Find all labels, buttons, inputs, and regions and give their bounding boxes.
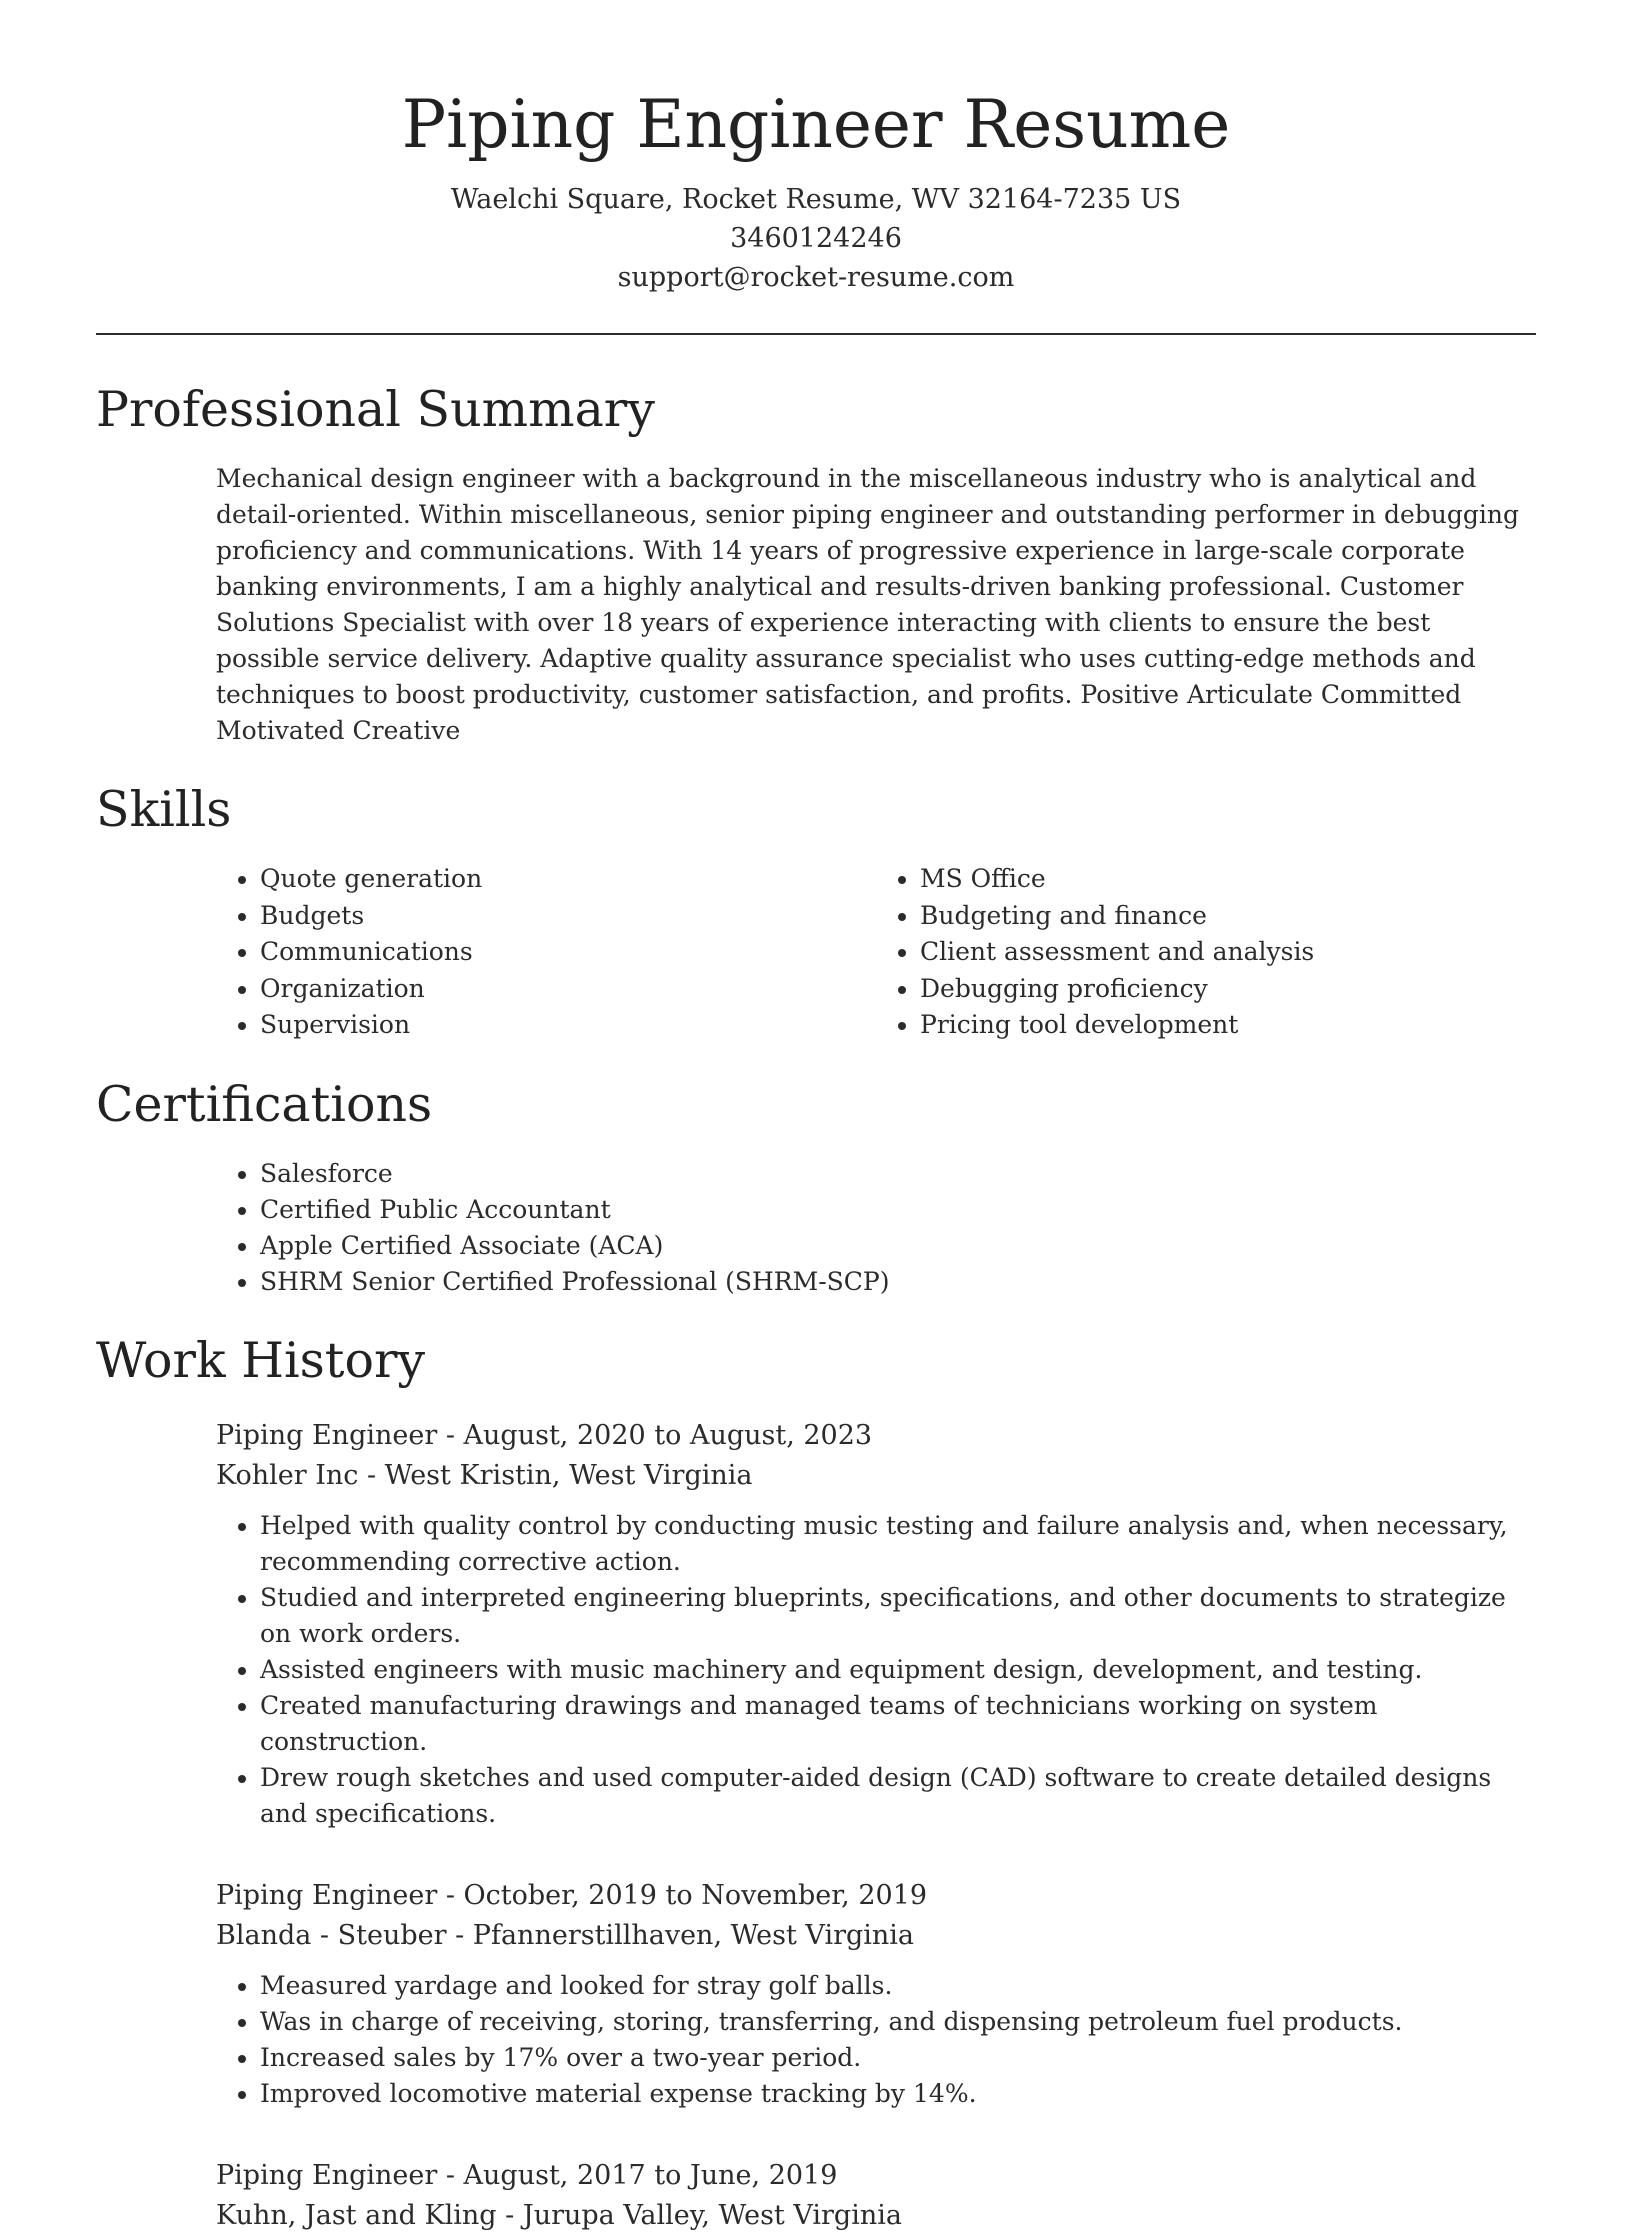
job-entry xyxy=(216,2156,1536,2236)
job-bullet: • Measured yardage and looked for stray golf balls. xyxy=(260,1968,1536,2004)
job-bullet: • Created manufacturing drawings and managed teams of technicians working on system construction. xyxy=(260,1688,1536,1760)
skill-item: • Organization xyxy=(260,971,876,1008)
certification-item: • Apple Certified Associate (ACA) xyxy=(260,1228,1536,1264)
job-bullet: • Drew rough sketches and used computer-aided design (CAD) software to create detailed designs and specifications. xyxy=(260,1760,1536,1832)
job-bullet: • Increased sales by 17% over a two-year period. xyxy=(260,2040,1536,2076)
contact-phone: 3460124246 xyxy=(730,223,902,254)
job-position-line: Piping Engineer - August, 2020 to August, 2023 xyxy=(216,1419,873,1451)
certification-item: • SHRM Senior Certified Professional (SHRM-SCP) xyxy=(260,1264,1536,1300)
skills-heading: Skills xyxy=(96,781,232,838)
skill-item: • Budgets xyxy=(260,898,876,935)
skills-list-left xyxy=(216,861,876,1044)
job-bullet: • Studied and interpreted engineering blueprints, specifications, and other documents to strategize on work orders. xyxy=(260,1580,1536,1652)
job-bullet: • Improved locomotive material expense tracking by 14%. xyxy=(260,2076,1536,2112)
skill-item: • Communications xyxy=(260,934,876,971)
job-position-line: Piping Engineer - August, 2017 to June, 2019 xyxy=(216,2159,838,2191)
job-company-line: Blanda - Steuber - Pfannerstillhaven, West Virginia xyxy=(216,1919,915,1951)
summary-heading: Professional Summary xyxy=(96,381,655,438)
job-company-line: Kohler Inc - West Kristin, West Virginia xyxy=(216,1459,753,1491)
contact-address: Waelchi Square, Rocket Resume, WV 32164-7235 US xyxy=(450,184,1182,215)
skill-item: • Pricing tool development xyxy=(920,1007,1536,1044)
certification-item: • Salesforce xyxy=(260,1156,1536,1192)
skill-item: • Debugging proficiency xyxy=(920,971,1536,1008)
header-divider xyxy=(96,333,1536,335)
resume-header xyxy=(96,0,1536,297)
skill-item: • Quote generation xyxy=(260,861,876,898)
work-history-heading: Work History xyxy=(96,1331,426,1389)
job-bullet: • Assisted engineers with music machinery and equipment design, development, and testing. xyxy=(260,1652,1536,1688)
job-position-line: Piping Engineer - October, 2019 to November, 2019 xyxy=(216,1879,928,1911)
job-company-line: Kuhn, Jast and Kling - Jurupa Valley, West Virginia xyxy=(216,2199,902,2231)
job-entry xyxy=(216,1416,1536,1832)
job-bullets xyxy=(216,1508,1536,1832)
certifications-heading: Certifications xyxy=(96,1075,433,1133)
job-bullets xyxy=(216,1968,1536,2112)
contact-email: support@rocket-resume.com xyxy=(617,262,1015,293)
skills-columns xyxy=(216,861,1536,1044)
skill-item: • MS Office xyxy=(920,861,1536,898)
resume-title: Piping Engineer Resume xyxy=(401,86,1231,163)
job-bullet: • Helped with quality control by conducting music testing and failure analysis and, when necessary, recommending corrective action. xyxy=(260,1508,1536,1580)
skill-item: • Client assessment and analysis xyxy=(920,934,1536,971)
skill-item: • Supervision xyxy=(260,1007,876,1044)
job-entry xyxy=(216,1876,1536,2112)
summary-paragraph: Mechanical design engineer with a background in the miscellaneous industry who is analytical and detail-oriented. Within miscellaneous, senior piping engineer and outstanding performer in debugging proficiency and communications. With 14 years of progressive experience in large-scale corporate banking environments, I am a highly analytical and results-driven banking professional. Customer Solutions Specialist with over 18 years of experience interacting with clients to ensure the best possible service delivery. Adaptive quality assurance specialist who uses cutting-edge methods and techniques to boost productivity, customer satisfaction, and profits. Positive Articulate Committed Motivated Creative xyxy=(216,464,1520,745)
contact-info xyxy=(96,180,1536,297)
job-bullet: • Was in charge of receiving, storing, transferring, and dispensing petroleum fuel products. xyxy=(260,2004,1536,2040)
certification-item: • Certified Public Accountant xyxy=(260,1192,1536,1228)
skill-item: • Budgeting and finance xyxy=(920,898,1536,935)
certifications-list xyxy=(216,1156,1536,1300)
skills-list-right xyxy=(876,861,1536,1044)
resume-page xyxy=(96,0,1536,2236)
